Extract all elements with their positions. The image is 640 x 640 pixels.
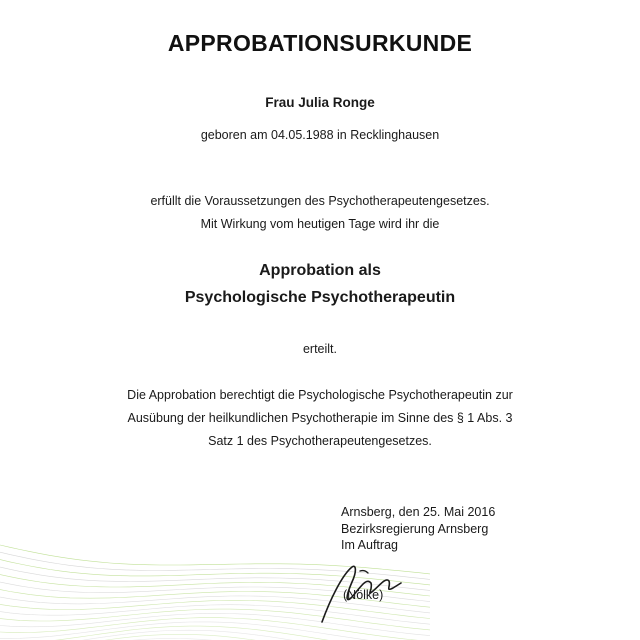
issue-place-date: Arnsberg, den 25. Mai 2016 [341, 505, 496, 519]
requirements-line-1: erfüllt die Voraussetzungen des Psychotherapeutengesetzes. [150, 194, 490, 208]
entitlement-line-3: Satz 1 des Psychotherapeutengesetzes. [208, 434, 432, 448]
signing-capacity: Im Auftrag [341, 538, 398, 552]
entitlement-line-1: Die Approbation berechtigt die Psychologische Psychotherapeutin zur [127, 388, 513, 402]
recipient-name: Frau Julia Ronge [265, 95, 375, 110]
approbation-heading-2: Psychologische Psychotherapeutin [184, 289, 456, 306]
granted-text: erteilt. [302, 342, 338, 356]
issuing-authority: Bezirksregierung Arnsberg [341, 521, 489, 536]
signatory-name: (Nölke) [343, 588, 384, 602]
requirements-line-2: Mit Wirkung vom heutigen Tage wird ihr die [200, 217, 440, 231]
approbation-heading-1: Approbation als [259, 262, 381, 279]
entitlement-line-2: Ausübung der heilkundlichen Psychotherapie im Sinne des § 1 Abs. 3 [127, 411, 513, 425]
certificate-title: APPROBATIONSURKUNDE [167, 30, 473, 56]
birth-info: geboren am 04.05.1988 in Recklinghausen [200, 128, 440, 142]
